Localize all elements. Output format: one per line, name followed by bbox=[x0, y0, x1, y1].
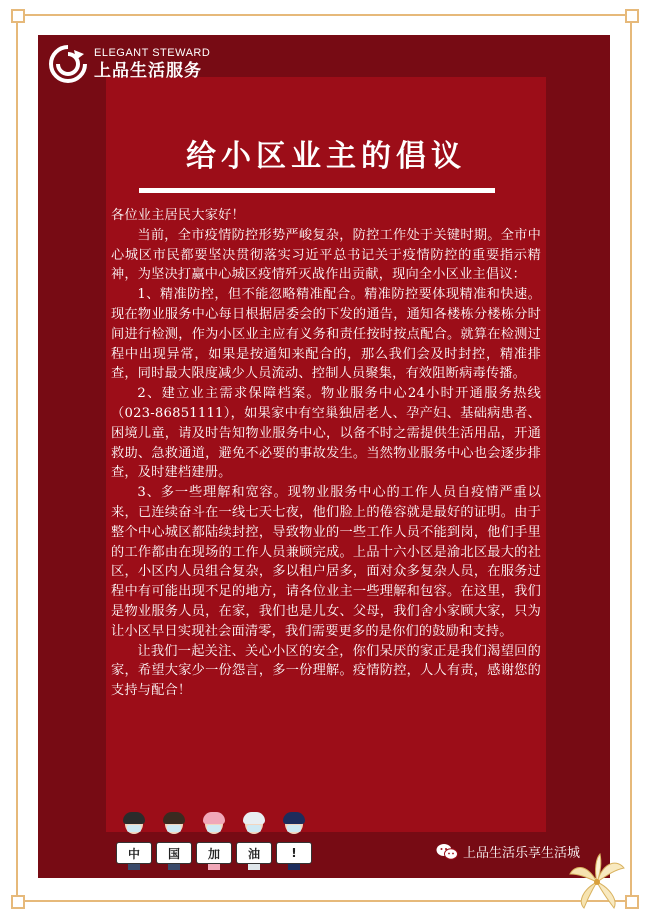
figure-police bbox=[276, 812, 312, 870]
title-underline bbox=[139, 188, 495, 193]
greeting: 各位业主居民大家好！ bbox=[111, 208, 245, 223]
figure-doctor bbox=[116, 812, 152, 870]
point-3-paragraph: 3、多一些理解和宽容。现物业服务中心的工作人员自疫情严重以来，已连续奋斗在一线七天七夜，他们脸上的倦容就是最好的证明。由于整个中心城区都陆续封控，导致物业的一些工作人员不能到岗，他们手里的工作都由在现场的工作人员兼顾完成。上品十六小区是渝北区最大的社区，小区内人员组合复杂，多以租户居多，面对众多复杂人员，在服务过程中有可能出现不足的地方，请各位业主一些理解和包容。在这里，我们是物业服务人员，在家，我们也是儿女、父母，我们舍小家顾大家，只为让小区早日实现社会面清零，我们需要更多的是你们的鼓励和支持。 bbox=[111, 485, 541, 639]
sign-character: 国 bbox=[156, 842, 192, 864]
sign-character: ! bbox=[276, 842, 312, 864]
figure-worker bbox=[156, 812, 192, 870]
wechat-account bbox=[436, 842, 580, 861]
logo-chinese-text: 上品生活服务 bbox=[94, 60, 202, 81]
lily-flower-decoration bbox=[566, 852, 628, 910]
point-1-paragraph: 1、精准防控，但不能忽略精准配合。精准防控要体现精准和快速。现在物业服务中心每日根据居委会的下发的通告，通知各楼栋分楼栋分时间进行检测，作为小区业主应有义务和责任按时按点配合。就算在检测过程中出现异常，如果是按通知来配合的，那么我们会及时封控，精准排查，同时最大限度减少人员流动、控制人员聚集，有效阻断病毒传播。 bbox=[111, 287, 541, 382]
frame-corner bbox=[11, 895, 25, 909]
wechat-icon bbox=[436, 843, 458, 861]
logo-english-text: ELEGANT STEWARD bbox=[94, 46, 211, 59]
figure-medic bbox=[236, 812, 272, 870]
sign-character: 油 bbox=[236, 842, 272, 864]
brand-logo bbox=[48, 42, 210, 86]
page-title: 给小区业主的倡议 bbox=[186, 139, 466, 174]
closing-paragraph: 让我们一起关注、关心小区的安全，你们呆厌的家正是我们渴望回的家，希望大家少一份怨言，多一份理解。疫情防控，人人有责，感谢您的支持与配合！ bbox=[111, 643, 541, 699]
letter-body bbox=[111, 206, 541, 701]
point-2-paragraph: 2、建立业主需求保障档案。物业服务中心24小时开通服务热线（023-86851111），如果家中有空巢独居老人、孕产妇、基础病患者、困境儿童，请及时告知物业服务中心，以备不时之需提供生活用品，开通救助、急救通道，避免不必要的事故发生。当然物业服务中心也会逐步排查，及时建档建册。 bbox=[111, 386, 541, 481]
frame-corner bbox=[11, 9, 25, 23]
cheer-figures-illustration bbox=[116, 812, 316, 870]
swirl-logo-icon bbox=[48, 44, 88, 84]
wechat-account-name: 上品生活乐享生活城 bbox=[463, 846, 581, 861]
sign-character: 中 bbox=[116, 842, 152, 864]
sign-character: 加 bbox=[196, 842, 232, 864]
frame-corner bbox=[625, 9, 639, 23]
intro-paragraph: 当前，全市疫情防控形势严峻复杂，防控工作处于关键时期。全市中心城区市民都要坚决贯彻落实习近平总书记关于疫情防控的重要指示精神，为坚决打赢中心城区疫情歼灭战作出贡献，现向全小区业主倡议： bbox=[111, 227, 541, 283]
figure-nurse bbox=[196, 812, 232, 870]
